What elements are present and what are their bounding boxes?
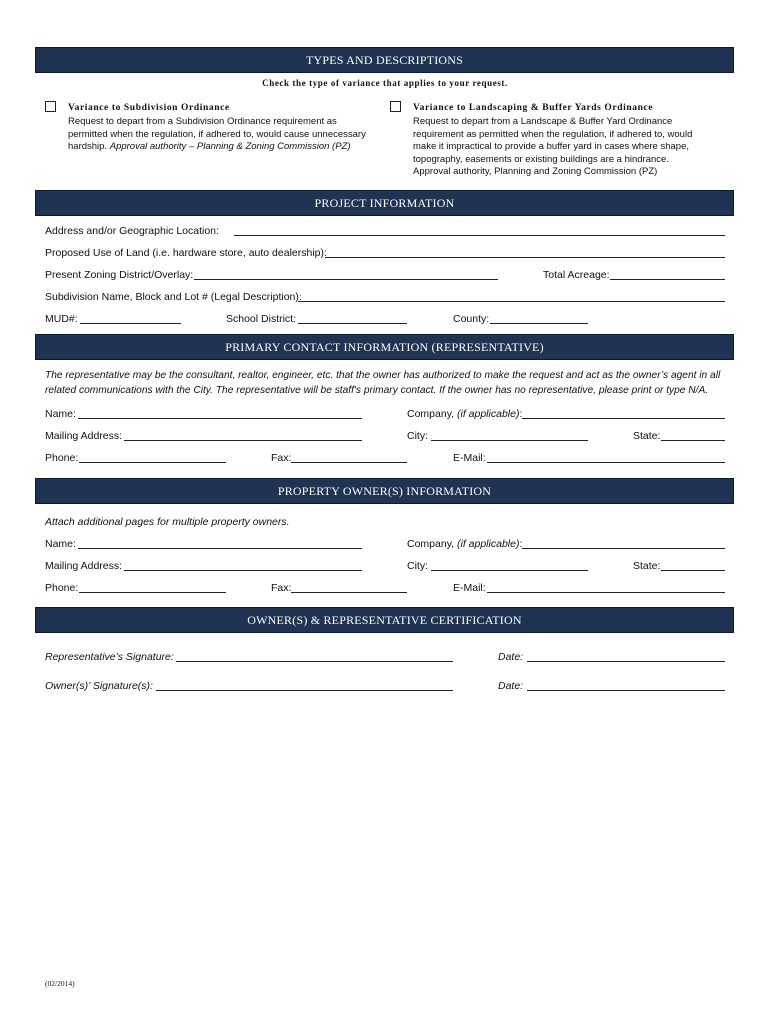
landscaping-variance-description: Request to depart from a Landscape & Buffer Yard Ordinance requirement as permitted when the regulation, if adhered to, would make it impractical to provide a buffer yard in cases where shape, topography, easements or existing buildings are a hindrance. Approval authority, Planning and Zoning Commission (PZ): [413, 116, 693, 177]
owner-email-field[interactable]: [487, 592, 725, 593]
rep-phone-label: Phone:: [45, 452, 79, 464]
owner-phone-label: Phone:: [45, 582, 79, 594]
landscaping-variance-checkbox[interactable]: [390, 101, 401, 112]
rep-signature-label: Representative’s Signature:: [45, 651, 174, 663]
county-label: County:: [453, 313, 490, 325]
county-field[interactable]: [490, 323, 588, 324]
rep-fax-field[interactable]: [291, 462, 407, 463]
mud-label: MUD#:: [45, 313, 78, 325]
representative-note-line1: The representative may be the consultant, realtor, engineer, etc. that the owner has authorized to make the request and act as the owner’s agent in all: [45, 370, 721, 381]
owner-name-label: Name:: [45, 538, 76, 550]
owner-mailing-field[interactable]: [124, 570, 362, 571]
representative-note-line2: related communications with the City. The representative will be staff's primary contact. If the owner has no representative, please print or type N/A.: [45, 385, 709, 396]
acreage-label: Total Acreage:: [543, 269, 610, 281]
acreage-field[interactable]: [610, 279, 725, 280]
school-district-field[interactable]: [298, 323, 407, 324]
rep-company-field[interactable]: [522, 418, 725, 419]
rep-state-field[interactable]: [661, 440, 725, 441]
rep-signature-field[interactable]: [176, 661, 453, 662]
subdivision-variance-description: Request to depart from a Subdivision Ordinance requirement as permitted when the regulation, if adhered to, would cause unnecessary hardship. Approval authority – Planning & Zoning Commission (PZ): [68, 116, 366, 152]
owner-signature-label: Owner(s)’ Signature(s):: [45, 680, 153, 692]
variance-instruction: Check the type of variance that applies to your request.: [262, 78, 508, 88]
owner-fax-label: Fax:: [271, 582, 292, 594]
owner-mailing-label: Mailing Address:: [45, 560, 123, 572]
mud-field[interactable]: [80, 323, 181, 324]
rep-email-label: E-Mail:: [453, 452, 486, 464]
rep-city-field[interactable]: [431, 440, 588, 441]
subdivision-variance-checkbox[interactable]: [45, 101, 56, 112]
owner-header: PROPERTY OWNER(S) INFORMATION: [35, 478, 734, 504]
owner-phone-field[interactable]: [79, 592, 226, 593]
rep-state-label: State:: [633, 430, 661, 442]
subdivision-field[interactable]: [298, 301, 725, 302]
owner-city-label: City:: [407, 560, 428, 572]
landscaping-variance-title: Variance to Landscaping & Buffer Yards Ordinance: [413, 103, 654, 113]
owner-company-field[interactable]: [522, 548, 725, 549]
project-header: PROJECT INFORMATION: [35, 190, 734, 216]
land-use-field[interactable]: [325, 257, 725, 258]
land-use-label: Proposed Use of Land (i.e. hardware store, auto dealership):: [45, 247, 327, 259]
zoning-label: Present Zoning District/Overlay:: [45, 269, 194, 281]
owner-name-field[interactable]: [78, 548, 362, 549]
owner-city-field[interactable]: [431, 570, 588, 571]
contact-header: PRIMARY CONTACT INFORMATION (REPRESENTATIVE): [35, 334, 734, 360]
subdivision-variance-title: Variance to Subdivision Ordinance: [68, 103, 230, 113]
owner-state-field[interactable]: [661, 570, 725, 571]
rep-name-field[interactable]: [78, 418, 362, 419]
address-field[interactable]: [234, 235, 725, 236]
rep-date-field[interactable]: [527, 661, 725, 662]
rep-mailing-field[interactable]: [124, 440, 362, 441]
types-header: TYPES AND DESCRIPTIONS: [35, 47, 734, 73]
rep-mailing-label: Mailing Address:: [45, 430, 123, 442]
subdivision-label: Subdivision Name, Block and Lot # (Legal Description):: [45, 291, 302, 303]
rep-phone-field[interactable]: [79, 462, 226, 463]
owner-note: Attach additional pages for multiple property owners.: [45, 516, 290, 528]
rep-name-label: Name:: [45, 408, 76, 420]
rep-email-field[interactable]: [487, 462, 725, 463]
school-district-label: School District:: [226, 313, 297, 325]
certification-header: OWNER(S) & REPRESENTATIVE CERTIFICATION: [35, 607, 734, 633]
owner-signature-field[interactable]: [156, 690, 453, 691]
rep-fax-label: Fax:: [271, 452, 292, 464]
owner-date-field[interactable]: [527, 690, 725, 691]
owner-date-label: Date:: [498, 680, 524, 692]
owner-email-label: E-Mail:: [453, 582, 486, 594]
rep-city-label: City:: [407, 430, 428, 442]
address-label: Address and/or Geographic Location:: [45, 225, 219, 237]
owner-fax-field[interactable]: [291, 592, 407, 593]
form-revision-date: (02/2014): [45, 979, 75, 988]
rep-company-label: Company, (if applicable):: [407, 408, 523, 420]
owner-company-label: Company, (if applicable):: [407, 538, 523, 550]
owner-state-label: State:: [633, 560, 661, 572]
rep-date-label: Date:: [498, 651, 524, 663]
zoning-field[interactable]: [194, 279, 498, 280]
